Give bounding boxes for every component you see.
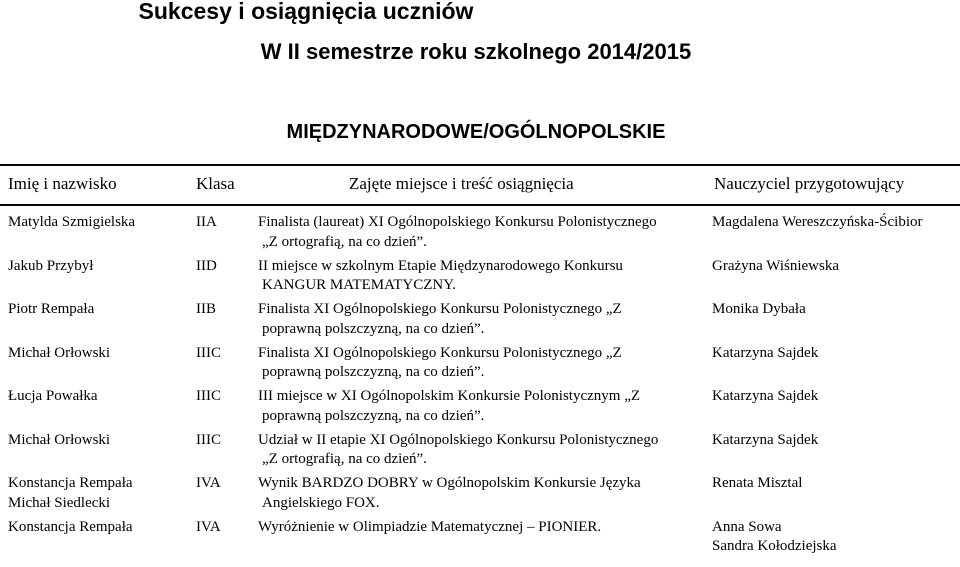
row-name: Piotr Rempała [8,301,95,317]
row-teacher: Katarzyna Sajdek [712,344,819,361]
row-achievement: Finalista XI Ogólnopolskiego Konkursu Polonistycznego „Z [258,301,622,317]
row-achievement-cont: poprawną polszczyzną, na co dzień”. [262,320,485,337]
achievements-table [0,164,960,567]
row-class: IIA [196,214,217,230]
header-achievement: Zajęte miejsce i treść osiągnięcia [349,174,574,193]
row-teacher: Magdalena Wereszczyńska-Ścibior [712,214,923,230]
row-class: IVA [196,518,221,535]
page-title: Sukcesy i osiągnięcia uczniów [138,0,474,24]
row-achievement: Finalista (laureat) XI Ogólnopolskiego Konkursu Polonistycznego [258,214,657,230]
row-class: IIIC [196,431,221,448]
row-achievement-cont: „Z ortografią, na co dzień”. [262,451,427,467]
row-class: IVA [196,475,221,491]
row-name: Michał Orłowski [8,431,111,448]
row-teacher: Anna Sowa [712,518,782,535]
row-name: Matylda Szmigielska [8,214,136,230]
row-name: Konstancja Rempała [8,475,133,491]
row-teacher: Monika Dybała [712,301,806,317]
row-teacher-2: Sandra Kołodziejska [712,538,837,554]
row-teacher: Grażyna Wiśniewska [712,257,839,274]
header-name: Imię i nazwisko [8,174,117,193]
row-name-2: Michał Siedlecki [8,494,111,511]
row-achievement: Udział w II etapie XI Ogólnopolskiego Konkursu Polonistycznego [258,431,659,448]
row-name: Jakub Przybył [8,257,94,274]
table-top-border [0,164,960,166]
row-name: Łucja Powałka [8,388,98,404]
row-achievement-cont: „Z ortografią, na co dzień”. [262,233,427,250]
header-class: Klasa [196,174,235,193]
row-achievement: Finalista XI Ogólnopolskiego Konkursu Polonistycznego „Z [258,344,622,361]
header-teacher: Nauczyciel przygotowujący [714,174,905,193]
row-achievement-cont: poprawną polszczyzną, na co dzień”. [262,407,485,424]
row-achievement-cont: poprawną polszczyzną, na co dzień”. [262,364,485,380]
row-teacher: Katarzyna Sajdek [712,431,819,448]
row-achievement: Wynik BARDZO DOBRY w Ogólnopolskim Konkursie Języka [258,475,641,491]
page-subtitle: W II semestrze roku szkolnego 2014/2015 [260,39,692,64]
row-achievement: Wyróżnienie w Olimpiadzie Matematycznej – PIONIER. [258,518,602,535]
row-name: Konstancja Rempała [8,518,133,535]
row-class: IIB [196,301,216,317]
row-achievement: III miejsce w XI Ogólnopolskim Konkursie Polonistycznym „Z [258,388,641,404]
section-heading: MIĘDZYNARODOWE/OGÓLNOPOLSKIE [286,121,666,143]
row-teacher: Katarzyna Sajdek [712,388,819,404]
row-class: IIIC [196,388,221,404]
header-bottom-border [0,204,960,206]
row-class: IIIC [196,344,221,361]
row-class: IID [196,257,217,274]
row-achievement-cont: KANGUR MATEMATYCZNY. [262,277,456,293]
row-name: Michał Orłowski [8,344,111,361]
row-teacher: Renata Misztal [712,475,803,491]
row-achievement: II miejsce w szkolnym Etapie Międzynarodowego Konkursu [258,257,623,274]
row-achievement-cont: Angielskiego FOX. [262,494,380,511]
